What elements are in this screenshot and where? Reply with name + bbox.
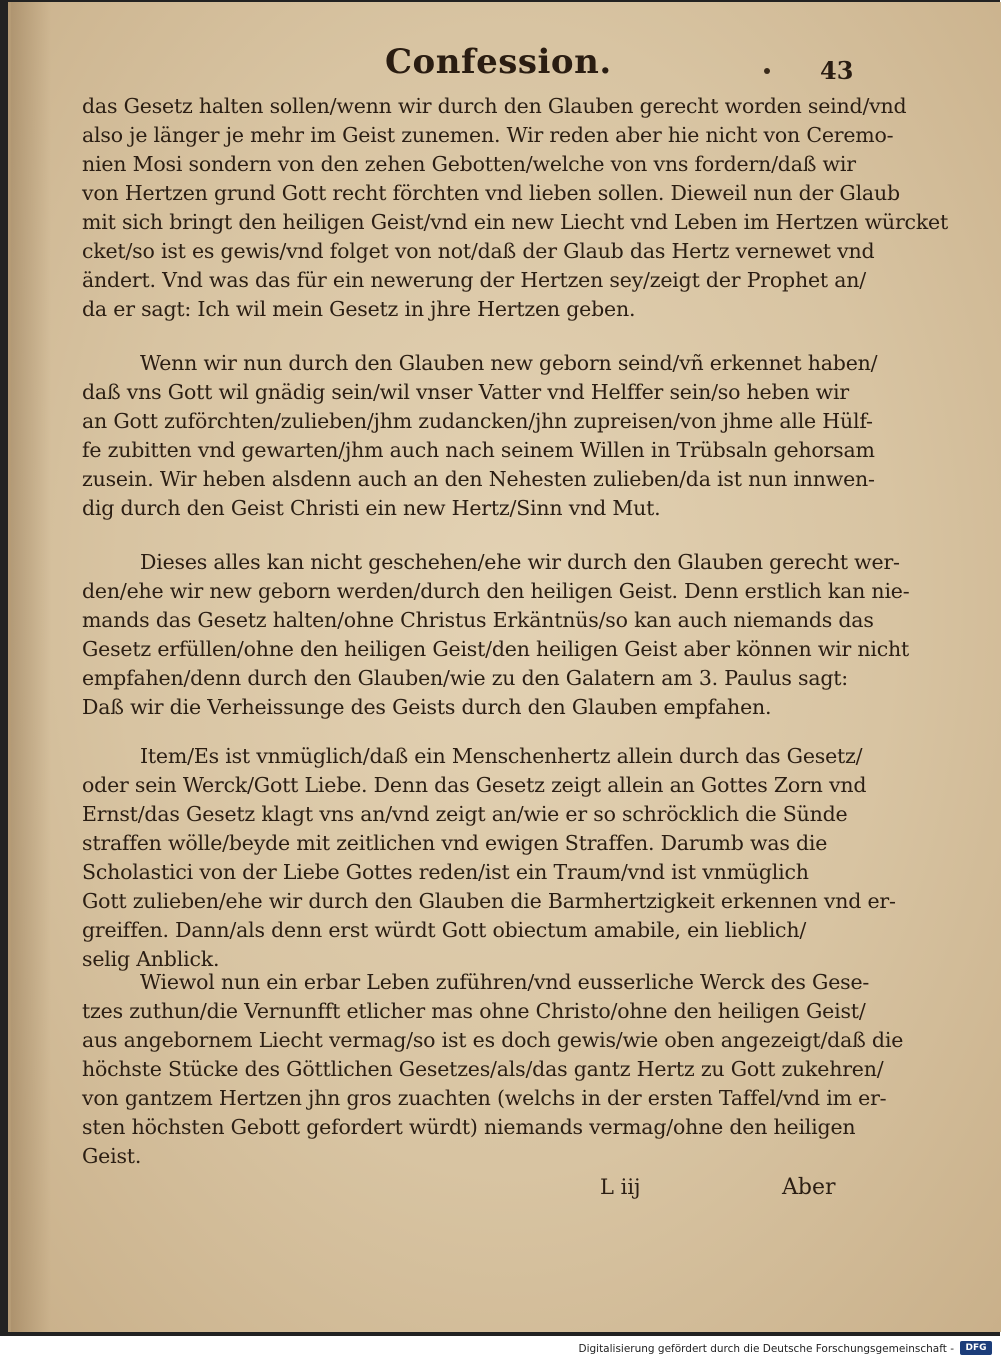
signature-mark: L iij <box>600 1175 641 1199</box>
catchword: Aber <box>782 1175 836 1200</box>
text-line: cket/so ist es gewis/vnd folget von not/daß der Glaub das Hertz vernewet vnd <box>82 239 875 263</box>
text-line: greiffen. Dann/als denn erst würdt Gott obiectum amabile, ein lieblich/ <box>82 918 807 942</box>
text-line: nien Mosi sondern von den zehen Gebotten/welche von vns fordern/daß wir <box>82 152 856 176</box>
text-line: daß vns Gott wil gnädig sein/wil vnser Vatter vnd Helffer sein/so heben wir <box>82 380 849 404</box>
text-line: aus angebornem Liecht vermag/so ist es doch gewis/wie oben angezeigt/daß die <box>82 1028 904 1052</box>
text-line: Wenn wir nun durch den Glauben new geborn seind/vñ erkennet haben/ <box>140 351 878 375</box>
text-line: dig durch den Geist Christi ein new Hertz/Sinn vnd Mut. <box>82 496 661 520</box>
text-line: das Gesetz halten sollen/wenn wir durch den Glauben gerecht worden seind/vnd <box>82 94 907 118</box>
page-number: 43 <box>820 56 854 85</box>
text-line: Wiewol nun ein erbar Leben zuführen/vnd eusserliche Werck des Gese- <box>140 970 870 994</box>
text-line: Geist. <box>82 1144 142 1168</box>
text-line: Scholastici von der Liebe Gottes reden/ist ein Traum/vnd ist vnmüglich <box>82 860 809 884</box>
text-line: fe zubitten vnd gewarten/jhm auch nach seinem Willen in Trübsaln gehorsam <box>82 438 875 462</box>
text-line: mit sich bringt den heiligen Geist/vnd ein new Liecht vnd Leben im Hertzen würcket <box>82 210 949 234</box>
running-title: Confession. <box>385 42 612 82</box>
text-line: Gott zulieben/ehe wir durch den Glauben die Barmhertzigkeit erkennen vnd er- <box>82 889 896 913</box>
text-line: oder sein Werck/Gott Liebe. Denn das Gesetz zeigt allein an Gottes Zorn vnd <box>82 773 867 797</box>
text-line: an Gott zuförchten/zulieben/jhm zudancken/jhn zupreisen/von jhme alle Hülf- <box>82 409 873 433</box>
ink-dot <box>764 68 770 74</box>
text-line: Ernst/das Gesetz klagt vns an/vnd zeigt an/wie er so schröcklich die Sünde <box>82 802 848 826</box>
text-line: empfahen/denn durch den Glauben/wie zu den Galatern am 3. Paulus sagt: <box>82 666 849 690</box>
text-line: tzes zuthun/die Vernunfft etlicher mas ohne Christo/ohne den heiligen Geist/ <box>82 999 866 1023</box>
text-line: selig Anblick. <box>82 947 220 971</box>
text-line: sten höchsten Gebott gefordert würdt) niemands vermag/ohne den heiligen <box>82 1115 856 1139</box>
text-line: höchste Stücke des Göttlichen Gesetzes/als/das gantz Hertz zu Gott zukehren/ <box>82 1057 884 1081</box>
text-line: ändert. Vnd was das für ein newerung der Hertzen sey/zeigt der Prophet an/ <box>82 268 866 292</box>
funding-credit: Digitalisierung gefördert durch die Deutsche Forschungsgemeinschaft - <box>578 1343 954 1355</box>
text-line: straffen wölle/beyde mit zeitlichen vnd ewigen Straffen. Darumb was die <box>82 831 828 855</box>
text-line: mands das Gesetz halten/ohne Christus Erkäntnüs/so kan auch niemands das <box>82 608 874 632</box>
text-line: also je länger je mehr im Geist zunemen. Wir reden aber hie nicht von Ceremo- <box>82 123 894 147</box>
text-line: da er sagt: Ich wil mein Gesetz in jhre Hertzen geben. <box>82 297 636 321</box>
dfg-logo: DFG <box>960 1341 992 1355</box>
text-line: von Hertzen grund Gott recht förchten vnd lieben sollen. Dieweil nun der Glaub <box>82 181 900 205</box>
text-line: Daß wir die Verheissunge des Geists durch den Glauben empfahen. <box>82 695 772 719</box>
text-line: von gantzem Hertzen jhn gros zuachten (welchs in der ersten Taffel/vnd im er- <box>82 1086 887 1110</box>
text-line: Item/Es ist vnmüglich/daß ein Menschenhertz allein durch das Gesetz/ <box>140 744 863 768</box>
text-line: Gesetz erfüllen/ohne den heiligen Geist/den heiligen Geist aber können wir nicht <box>82 637 910 661</box>
text-line: den/ehe wir new geborn werden/durch den heiligen Geist. Denn erstlich kan nie- <box>82 579 910 603</box>
text-line: zusein. Wir heben alsdenn auch an den Nehesten zulieben/da ist nun innwen- <box>82 467 875 491</box>
text-line: Dieses alles kan nicht geschehen/ehe wir durch den Glauben gerecht wer- <box>140 550 900 574</box>
